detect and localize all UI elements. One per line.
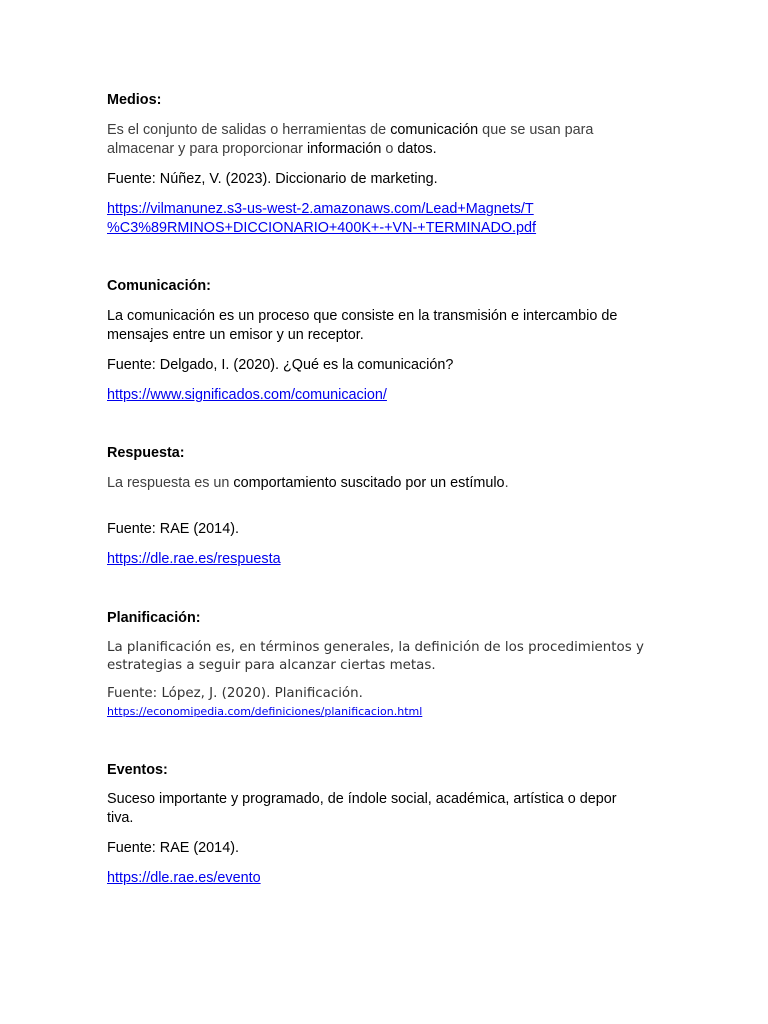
link-medios-line1[interactable]: https://vilmanunez.s3-us-west-2.amazonaws.com/Lead+Magnets/T xyxy=(107,201,534,217)
text-span: Es el conjunto de salidas o herramientas de xyxy=(107,122,391,138)
paragraph-medios-line1 xyxy=(107,121,593,140)
section-heading-respuesta: Respuesta: xyxy=(107,445,185,461)
source-respuesta: Fuente: RAE (2014). xyxy=(107,521,239,537)
source-eventos: Fuente: RAE (2014). xyxy=(107,840,239,856)
link-planificacion[interactable]: https://economipedia.com/definiciones/planificacion.html xyxy=(107,705,423,718)
text-span: La respuesta es un xyxy=(107,475,234,491)
link-comunicacion[interactable]: https://www.significados.com/comunicacion/ xyxy=(107,387,387,403)
source-medios: Fuente: Núñez, V. (2023). Diccionario de marketing. xyxy=(107,171,438,187)
text-span: que se usan para xyxy=(478,122,594,138)
link-medios-line2[interactable]: %C3%89RMINOS+DICCIONARIO+400K+-+VN-+TERMINADO.pdf xyxy=(107,220,537,236)
text-span: datos. xyxy=(397,141,437,157)
section-heading-eventos: Eventos: xyxy=(107,762,168,778)
text-span: comunicación xyxy=(390,122,479,138)
source-comunicacion: Fuente: Delgado, I. (2020). ¿Qué es la comunicación? xyxy=(107,357,454,373)
paragraph-medios-line2 xyxy=(107,140,437,159)
link-eventos[interactable]: https://dle.rae.es/evento xyxy=(107,870,261,886)
source-planificacion: Fuente: López, J. (2020). Planificación. xyxy=(107,686,363,701)
paragraph-eventos-line2: tiva. xyxy=(107,810,134,826)
link-respuesta[interactable]: https://dle.rae.es/respuesta xyxy=(107,551,281,567)
text-span: . xyxy=(504,475,509,491)
paragraph-respuesta xyxy=(107,474,509,493)
section-heading-planificacion: Planificación: xyxy=(107,610,201,626)
paragraph-planificacion-line1: La planificación es, en términos generales, la definición de los procedimientos y xyxy=(107,640,644,655)
text-span: comportamiento suscitado por un estímulo xyxy=(233,475,505,491)
section-heading-medios: Medios: xyxy=(107,92,162,108)
paragraph-comunicacion-line1: La comunicación es un proceso que consiste en la transmisión e intercambio de xyxy=(107,308,618,324)
paragraph-eventos-line1: Suceso importante y programado, de índole social, académica, artística o depor xyxy=(107,791,617,807)
text-span: almacenar y para proporcionar xyxy=(107,141,307,157)
paragraph-comunicacion-line2: mensajes entre un emisor y un receptor. xyxy=(107,327,364,343)
paragraph-planificacion-line2: estrategias a seguir para alcanzar ciertas metas. xyxy=(107,658,436,673)
text-span: información xyxy=(306,141,382,157)
text-span: o xyxy=(381,141,398,157)
section-heading-comunicacion: Comunicación: xyxy=(107,278,211,294)
